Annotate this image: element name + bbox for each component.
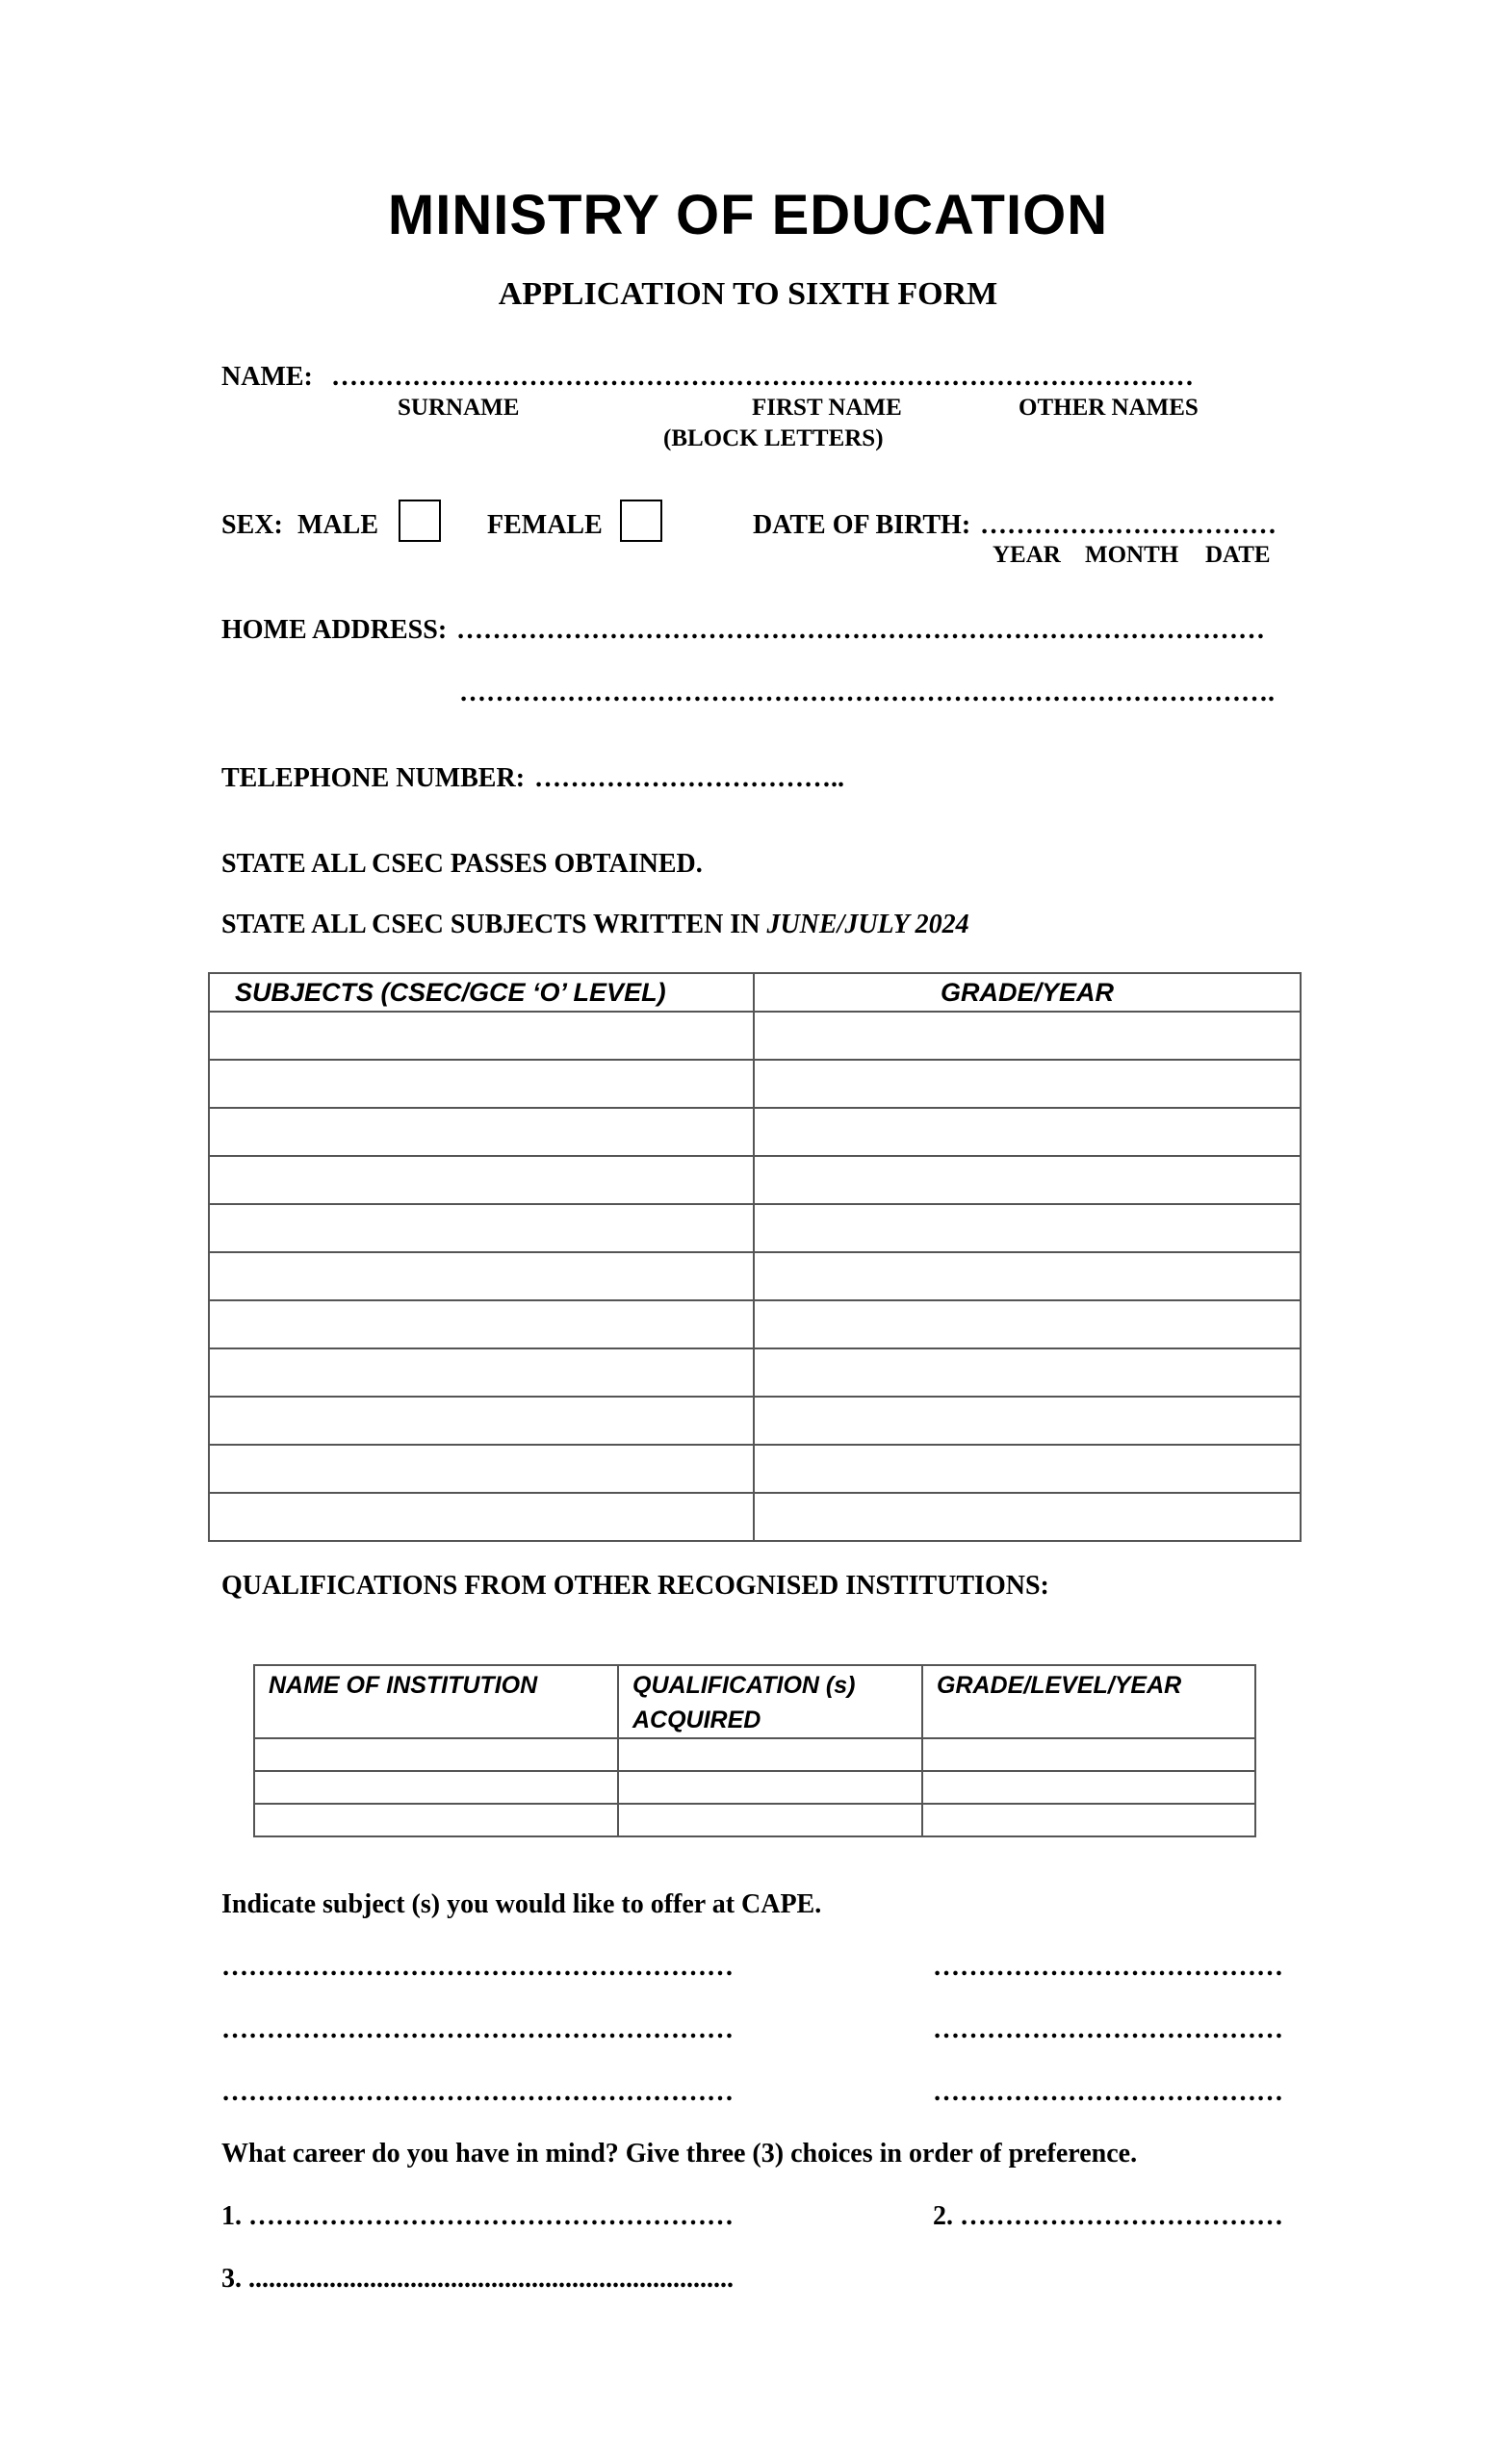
dob-month-caption: MONTH (1085, 542, 1179, 568)
qualifications-label: QUALIFICATIONS FROM OTHER RECOGNISED INSTITUTIONS: (221, 1571, 1049, 1601)
subject-cell[interactable] (209, 1445, 754, 1493)
page-title: MINISTRY OF EDUCATION (387, 184, 1109, 246)
form-subtitle: APPLICATION TO SIXTH FORM (498, 276, 998, 312)
male-label: MALE (297, 510, 378, 540)
table-row (209, 1252, 1301, 1300)
cape-subject-line[interactable]: ………………………………………………… (221, 2015, 734, 2044)
table-row (209, 1156, 1301, 1204)
grade-year-cell[interactable] (754, 1445, 1301, 1493)
qualification-column-header: QUALIFICATION (s) ACQUIRED (618, 1665, 922, 1738)
table-row (254, 1738, 1255, 1771)
table-row (254, 1771, 1255, 1804)
home-address-label: HOME ADDRESS: (221, 615, 448, 645)
name-input-line[interactable]: …………………………………………………………………………………… (331, 362, 1194, 392)
grade-year-cell[interactable] (754, 1300, 1301, 1348)
institution-cell[interactable] (254, 1771, 618, 1804)
grade-year-cell[interactable] (754, 1493, 1301, 1541)
grade-level-year-cell[interactable] (922, 1771, 1255, 1804)
surname-caption: SURNAME (398, 395, 520, 421)
grade-level-year-cell[interactable] (922, 1804, 1255, 1836)
career-question: What career do you have in mind? Give three (3) choices in order of preference. (221, 2139, 1138, 2169)
cape-subject-line[interactable]: ………………………………………………… (221, 1952, 734, 1982)
grade-year-cell[interactable] (754, 1397, 1301, 1445)
cape-label: Indicate subject (s) you would like to offer at CAPE. (221, 1889, 822, 1919)
female-label: FEMALE (487, 510, 603, 540)
dob-date-caption: DATE (1205, 542, 1271, 568)
subject-cell[interactable] (209, 1397, 754, 1445)
qualification-cell[interactable] (618, 1738, 922, 1771)
subject-cell[interactable] (209, 1300, 754, 1348)
home-address-line-2[interactable]: ………………………………………………………………………………. (459, 678, 1275, 707)
grade-year-cell[interactable] (754, 1252, 1301, 1300)
career-choice-1[interactable]: 1. ……………………………………………… (221, 2201, 734, 2231)
subject-cell[interactable] (209, 1156, 754, 1204)
name-label: NAME: (221, 362, 313, 392)
subject-cell[interactable] (209, 1348, 754, 1397)
csec-written-instruction (221, 910, 969, 940)
table-row (209, 1012, 1301, 1060)
dob-year-caption: YEAR (993, 542, 1061, 568)
subject-cell[interactable] (209, 1108, 754, 1156)
qualification-cell[interactable] (618, 1804, 922, 1836)
grade-year-cell[interactable] (754, 1060, 1301, 1108)
female-checkbox[interactable] (620, 500, 662, 542)
subject-cell[interactable] (209, 1493, 754, 1541)
cape-subject-line[interactable]: ………………………………… (933, 2077, 1283, 2107)
table-row (209, 1493, 1301, 1541)
qualifications-table (253, 1664, 1256, 1837)
subjects-column-header: SUBJECTS (CSEC/GCE ‘O’ LEVEL) (209, 973, 754, 1012)
sex-label: SEX: (221, 510, 283, 540)
table-row (209, 1108, 1301, 1156)
table-row (254, 1804, 1255, 1836)
institution-cell[interactable] (254, 1804, 618, 1836)
grade-year-cell[interactable] (754, 1012, 1301, 1060)
csec-written-session: JUNE/JULY 2024 (766, 910, 969, 939)
telephone-label: TELEPHONE NUMBER: (221, 763, 526, 793)
grade-level-year-cell[interactable] (922, 1738, 1255, 1771)
cape-subject-line[interactable]: ………………………………… (933, 1952, 1283, 1982)
subject-cell[interactable] (209, 1012, 754, 1060)
institution-column-header: NAME OF INSTITUTION (254, 1665, 618, 1738)
table-row (209, 1204, 1301, 1252)
qualification-cell[interactable] (618, 1771, 922, 1804)
subject-cell[interactable] (209, 1060, 754, 1108)
grade-year-cell[interactable] (754, 1108, 1301, 1156)
career-choice-2[interactable]: 2. ……………………………… (933, 2201, 1283, 2231)
telephone-input-line[interactable]: …………………………….. (534, 763, 844, 793)
first-name-caption: FIRST NAME (752, 395, 902, 421)
career-choice-3[interactable]: 3. ........................................................................ (221, 2264, 734, 2294)
subjects-table (208, 972, 1302, 1542)
block-letters-caption: (BLOCK LETTERS) (663, 425, 884, 451)
home-address-line-1[interactable]: ……………………………………………………………………………… (456, 615, 1265, 645)
dob-input-line[interactable]: …………………………… (980, 510, 1277, 540)
grade-level-year-column-header: GRADE/LEVEL/YEAR (922, 1665, 1255, 1738)
table-row (209, 1445, 1301, 1493)
grade-year-column-header: GRADE/YEAR (754, 973, 1301, 1012)
grade-year-cell[interactable] (754, 1156, 1301, 1204)
grade-year-cell[interactable] (754, 1204, 1301, 1252)
table-row (209, 1397, 1301, 1445)
table-row (209, 1300, 1301, 1348)
table-row (209, 1060, 1301, 1108)
other-names-caption: OTHER NAMES (1019, 395, 1199, 421)
csec-passes-instruction: STATE ALL CSEC PASSES OBTAINED. (221, 849, 703, 879)
dob-label: DATE OF BIRTH: (753, 510, 971, 540)
subject-cell[interactable] (209, 1204, 754, 1252)
csec-written-text: STATE ALL CSEC SUBJECTS WRITTEN IN (221, 910, 767, 939)
cape-subject-line[interactable]: ………………………………………………… (221, 2077, 734, 2107)
cape-subject-line[interactable]: ………………………………… (933, 2015, 1283, 2044)
male-checkbox[interactable] (399, 500, 441, 542)
grade-year-cell[interactable] (754, 1348, 1301, 1397)
table-row (209, 1348, 1301, 1397)
institution-cell[interactable] (254, 1738, 618, 1771)
subject-cell[interactable] (209, 1252, 754, 1300)
